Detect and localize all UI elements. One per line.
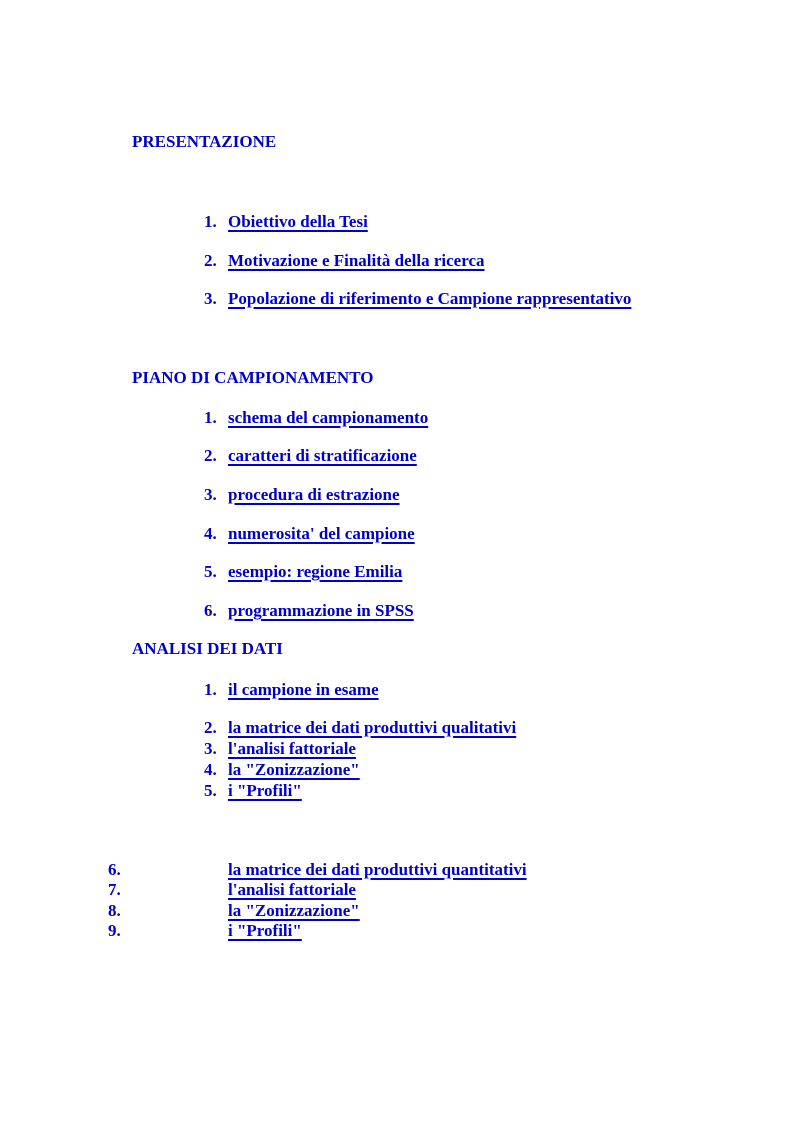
toc-item-number: 1. — [204, 212, 217, 231]
toc-item-number: 2. — [204, 251, 217, 270]
toc-item-number: 6. — [108, 860, 121, 879]
toc-item-number: 9. — [108, 921, 121, 940]
toc-link[interactable]: la matrice dei dati produttivi quantitativi — [228, 860, 527, 879]
toc-link[interactable]: caratteri di stratificazione — [228, 446, 417, 465]
toc-item-number: 4. — [204, 524, 217, 543]
toc-link[interactable]: l'analisi fattoriale — [228, 739, 356, 758]
toc-item-number: 2. — [204, 446, 217, 465]
toc-link[interactable]: numerosita' del campione — [228, 524, 415, 543]
toc-link[interactable]: Motivazione e Finalità della ricerca — [228, 251, 485, 270]
toc-link[interactable]: schema del campionamento — [228, 408, 429, 427]
toc-item-number: 7. — [108, 880, 121, 899]
toc-item-number: 3. — [204, 485, 217, 504]
toc-link[interactable]: l'analisi fattoriale — [228, 880, 356, 899]
toc-item-number: 6. — [204, 601, 217, 620]
toc-item-number: 2. — [204, 718, 217, 737]
toc-item-number: 3. — [204, 739, 217, 758]
toc-link[interactable]: Obiettivo della Tesi — [228, 212, 368, 231]
toc-item-number: 1. — [204, 680, 217, 699]
section-title-piano: PIANO DI CAMPIONAMENTO — [132, 368, 374, 387]
toc-link[interactable]: la matrice dei dati produttivi qualitativi — [228, 718, 517, 737]
section-title-presentazione: PRESENTAZIONE — [132, 132, 277, 151]
toc-link[interactable]: i "Profili" — [228, 781, 302, 800]
toc-item-number: 3. — [204, 289, 217, 308]
section-title-analisi: ANALISI DEI DATI — [132, 639, 283, 658]
toc-link[interactable]: il campione in esame — [228, 680, 379, 699]
toc-item-number: 4. — [204, 760, 217, 779]
toc-item-number: 5. — [204, 562, 217, 581]
toc-item-number: 8. — [108, 901, 121, 920]
toc-link[interactable]: la "Zonizzazione" — [228, 901, 360, 920]
toc-link[interactable]: la "Zonizzazione" — [228, 760, 360, 779]
toc-link[interactable]: programmazione in SPSS — [228, 601, 414, 620]
toc-link[interactable]: i "Profili" — [228, 921, 302, 940]
toc-item-number: 5. — [204, 781, 217, 800]
toc-item-number: 1. — [204, 408, 217, 427]
toc-link[interactable]: procedura di estrazione — [228, 485, 400, 504]
toc-link[interactable]: esempio: regione Emilia — [228, 562, 403, 581]
toc-link[interactable]: Popolazione di riferimento e Campione rappresentativo — [228, 289, 632, 308]
